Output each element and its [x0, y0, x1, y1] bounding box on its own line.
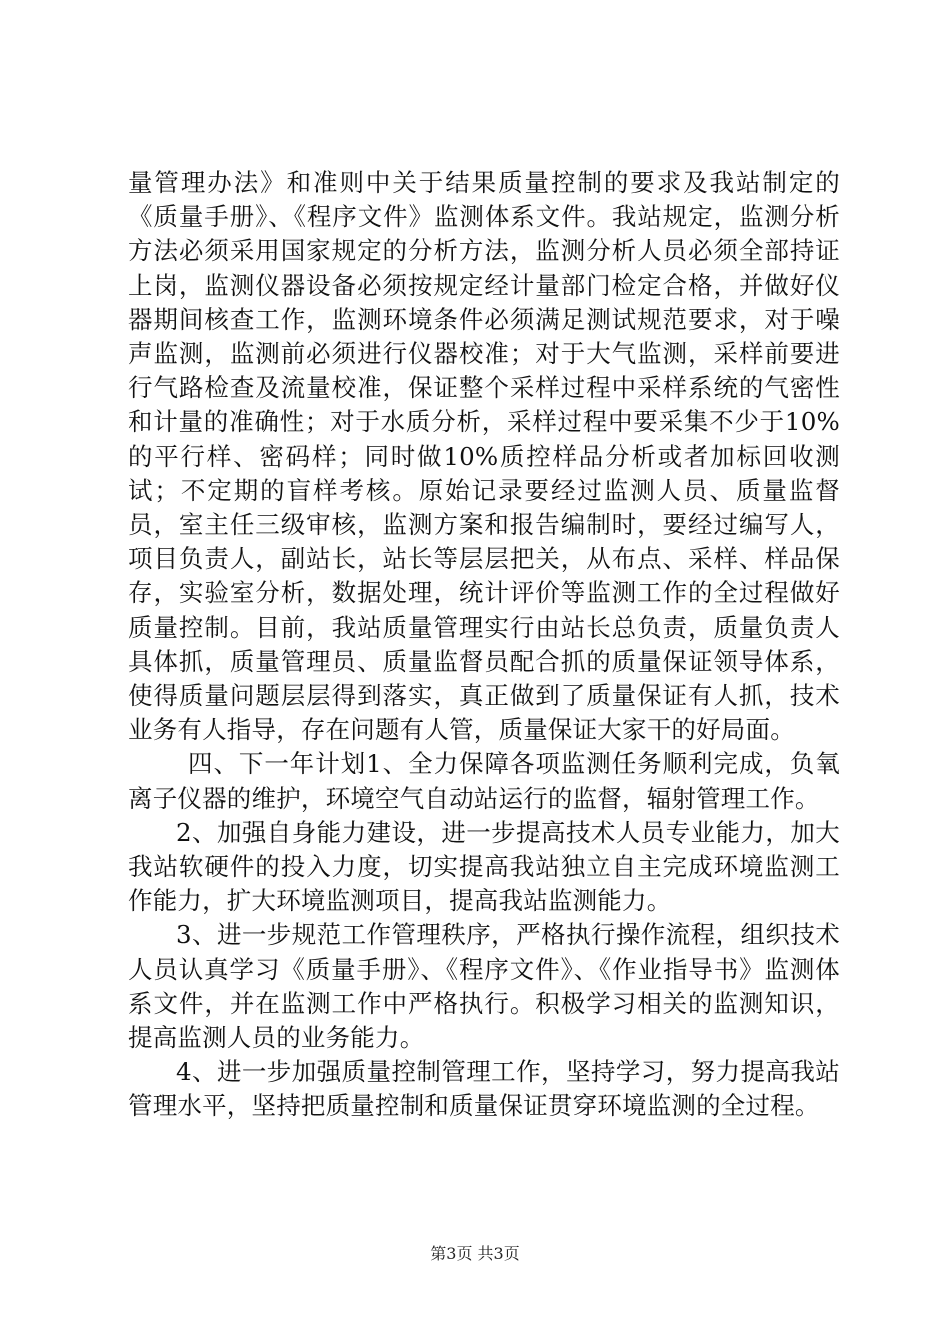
page-number-footer: 第3页 共3页 [430, 1244, 520, 1263]
paragraph-plan-item-2: 2、加强自身能力建设，进一步提高技术人员专业能力，加大我站软硬件的投入力度，切实提高我站独立自主完成环境监测工作能力，扩大环境监测项目，提高我站监测能力。 [128, 817, 840, 916]
paragraph-plan-item-4: 4、进一步加强质量控制管理工作，坚持学习，努力提高我站管理水平，坚持把质量控制和质量保证贯穿环境监测的全过程。 [128, 1057, 840, 1121]
paragraph-next-year-plan: 四、下一年计划1、全力保障各项监测任务顺利完成，负氧离子仪器的维护，环境空气自动站运行的监督，辐射管理工作。 [128, 749, 840, 813]
document-body [128, 166, 840, 1124]
paragraph-quality-control: 量管理办法》和准则中关于结果质量控制的要求及我站制定的《质量手册》、《程序文件》监测体系文件。我站规定，监测分析方法必须采用国家规定的分析方法，监测分析人员必须全部持证上岗，监测仪器设备必须按规定经计量部门检定合格，并做好仪器期间核查工作，监测环境条件必须满足测试规范要求，对于噪声监测，监测前必须进行仪器校准；对于大气监测，采样前要进行气路检查及流量校准，保证整个采样过程中采样系统的气密性和计量的准确性；对于水质分析，采样过程中要采集不少于10%的平行样、密码样；同时做10%质控样品分析或者加标回收测试；不定期的盲样考核。原始记录要经过监测人员、质量监督员，室主任三级审核，监测方案和报告编制时，要经过编写人，项目负责人，副站长，站长等层层把关，从布点、采样、样品保存，实验室分析，数据处理，统计评价等监测工作的全过程做好质量控制。目前，我站质量管理实行由站长总负责，质量负责人具体抓，质量管理员、质量监督员配合抓的质量保证领导体系，使得质量问题层层得到落实，真正做到了质量保证有人抓，技术业务有人指导，存在问题有人管，质量保证大家干的好局面。 [128, 168, 840, 745]
paragraph-plan-item-3: 3、进一步规范工作管理秩序，严格执行操作流程，组织技术人员认真学习《质量手册》、《程序文件》、《作业指导书》监测体系文件，并在监测工作中严格执行。积极学习相关的监测知识，提高监测人员的业务能力。 [128, 920, 840, 1053]
